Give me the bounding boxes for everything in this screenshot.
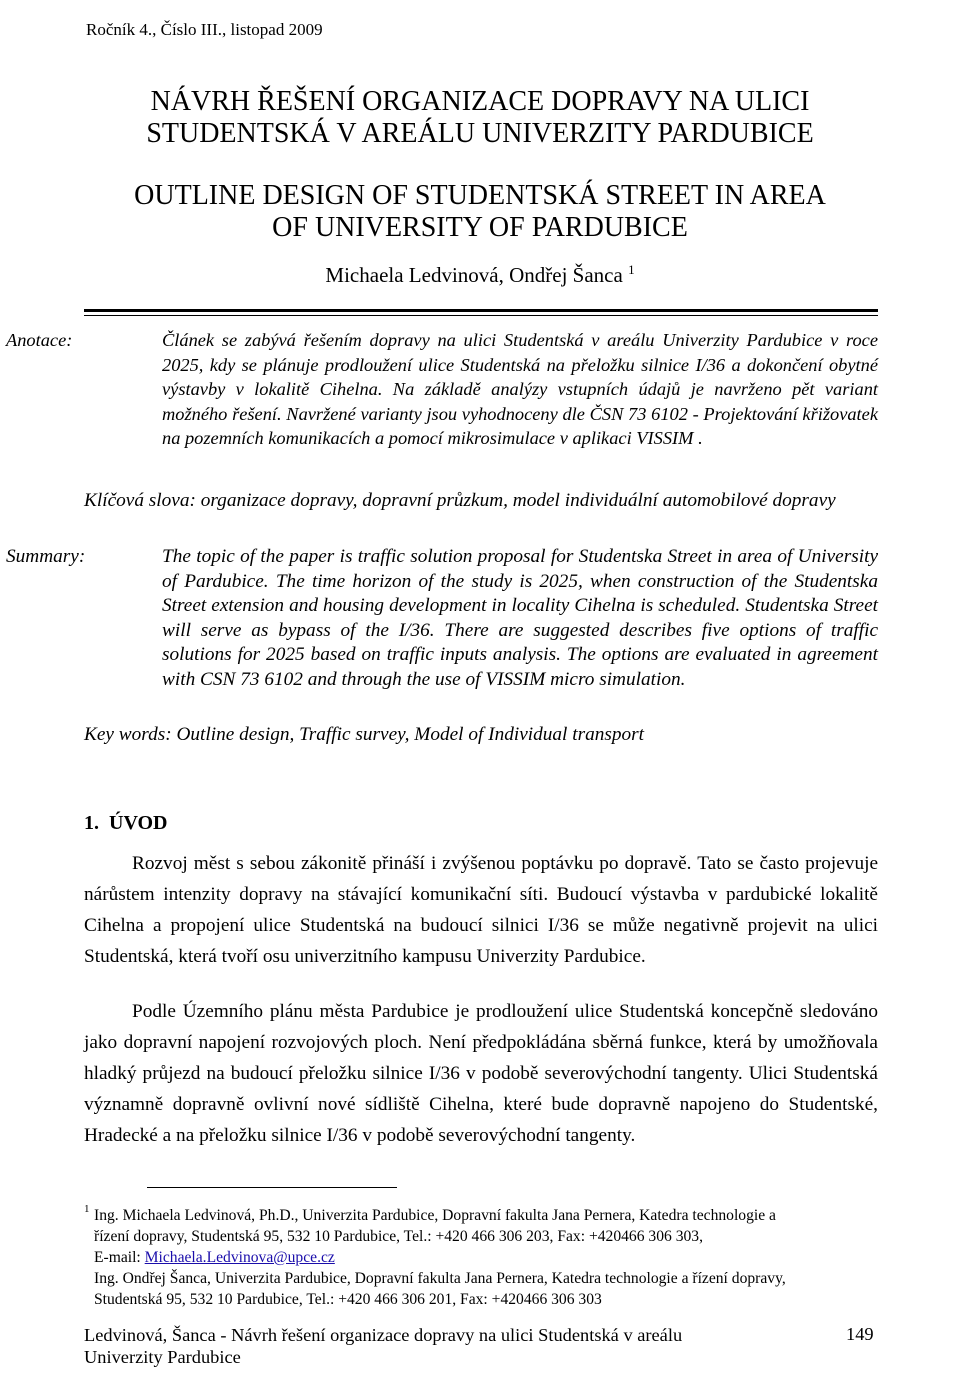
title-rule-thin <box>84 315 878 316</box>
footnote-separator <box>147 1187 397 1188</box>
footer-citation <box>84 1324 784 1368</box>
footnote-email-line <box>94 1247 884 1268</box>
email-link[interactable]: Michaela.Ledvinova@upce.cz <box>144 1249 335 1266</box>
abstract-czech-text: Článek se zabývá řešením dopravy na ulici Studentská v areálu Univerzity Pardubice v roce 2025, kdy se plánuje prodloužení ulice Studentská na přeložku silnice I/36 a dokončení obytné výstavby v lokalitě Cihelna. Na základě analýzy vstupních údajů je navrženo pět variant možného řešení. Navržené varianty jsou vyhodnoceny dle ČSN 73 6102 - Projektování křižovatek na pozemních komunikacích a pomocí mikrosimulace v aplikaci VISSIM . <box>162 330 878 448</box>
body-paragraph-1 <box>84 848 878 972</box>
title-english-line-1: OUTLINE DESIGN OF STUDENTSKÁ STREET IN AREA <box>134 180 826 211</box>
title-czech-line-2: STUDENTSKÁ V AREÁLU UNIVERZITY PARDUBICE <box>146 118 814 149</box>
paragraph-2-text: Podle Územního plánu města Pardubice je prodloužení ulice Studentská koncepčně sledováno jako dopravní napojení rozvojových ploch. Není předpokládána sběrná funkce, která by umožňovala hladký průjezd na budoucí přeložku silnice I/36 v podobě severovýchodní tangenty. Ulici Studentská významně dopravně ovlivní nové sídliště Cihelna, které bude dopravně napojeno do Studentské, Hradecké a na přeložku silnice I/36 v podobě severovýchodní tangenty. <box>84 1001 878 1146</box>
footnote-number: 1 <box>84 1203 90 1215</box>
title-rule-thick <box>84 309 878 312</box>
footnote-author1-line1: Ing. Michaela Ledvinová, Ph.D., Univerzita Pardubice, Dopravní fakulta Jana Pernera, Katedra technologie a <box>94 1207 776 1224</box>
title-czech-line-1: NÁVRH ŘEŠENÍ ORGANIZACE DOPRAVY NA ULICI <box>150 86 810 117</box>
footnote-author1-line2: řízení dopravy, Studentská 95, 532 10 Pardubice, Tel.: +420 466 306 203, Fax: +420466 306 303, <box>94 1228 703 1245</box>
author-footnote-mark: 1 <box>628 262 635 277</box>
abstract-english <box>6 545 878 692</box>
title-czech <box>0 86 960 150</box>
keywords-czech <box>84 488 878 514</box>
section-heading: 1. ÚVOD <box>84 812 168 834</box>
footer-citation-line2: Univerzity Pardubice <box>84 1347 241 1367</box>
author-names: Michaela Ledvinová, Ondřej Šanca <box>325 263 623 287</box>
running-head: Ročník 4., Číslo III., listopad 2009 <box>86 20 323 39</box>
footnote-author2-line2: Studentská 95, 532 10 Pardubice, Tel.: +420 466 306 201, Fax: +420466 306 303 <box>94 1291 602 1308</box>
abstract-english-text: The topic of the paper is traffic solution proposal for Studentska Street in area of University of Pardubice. The time horizon of the study is 2025, when construction of the Studentska Street extension and housing development in locality Cihelna is scheduled. Studentska Street will serve as bypass of the I/36. There are suggested describes five options of traffic solutions for 2025 based on traffic inputs analysis. The options are evaluated in agreement with CSN 73 6102 and through the use of VISSIM micro simulation. <box>162 546 878 690</box>
keywords-english <box>84 722 878 748</box>
paragraph-1-text: Rozvoj měst s sebou zákonitě přináší i zvýšenou poptávku po dopravě. Tato se často projevuje nárůstem intenzity dopravy na stávající komunikační síti. Budoucí výstavba v pardubické lokalitě Cihelna a propojení ulice Studentská na budoucí silnici I/36 se může negativně projevit na ulici Studentská, která tvoří osu univerzitního kampusu Univerzity Pardubice. <box>84 853 878 967</box>
footer-citation-line1: Ledvinová, Šanca - Návrh řešení organizace dopravy na ulici Studentská v areálu <box>84 1325 683 1345</box>
keywords-czech-label: Klíčová slova: <box>84 490 196 511</box>
email-label: E-mail: <box>94 1249 145 1266</box>
keywords-english-text: Outline design, Traffic survey, Model of Individual transport <box>176 724 645 745</box>
page-number: 149 <box>846 1324 874 1344</box>
keywords-english-label: Key words: <box>84 724 172 745</box>
keywords-czech-text: organizace dopravy, dopravní průzkum, model individuální automobilové dopravy <box>200 490 836 511</box>
abstract-czech-label: Anotace: <box>6 330 73 350</box>
footnote-author2-line1: Ing. Ondřej Šanca, Univerzita Pardubice, Dopravní fakulta Jana Pernera, Katedra technologie a řízení dopravy, <box>94 1270 786 1287</box>
abstract-czech <box>6 328 878 451</box>
title-english-line-2: OF UNIVERSITY OF PARDUBICE <box>272 212 688 243</box>
title-english <box>0 180 960 244</box>
body-paragraph-2 <box>84 996 878 1151</box>
authors <box>0 262 960 288</box>
abstract-english-label: Summary: <box>6 546 86 567</box>
footnote <box>84 1205 884 1310</box>
